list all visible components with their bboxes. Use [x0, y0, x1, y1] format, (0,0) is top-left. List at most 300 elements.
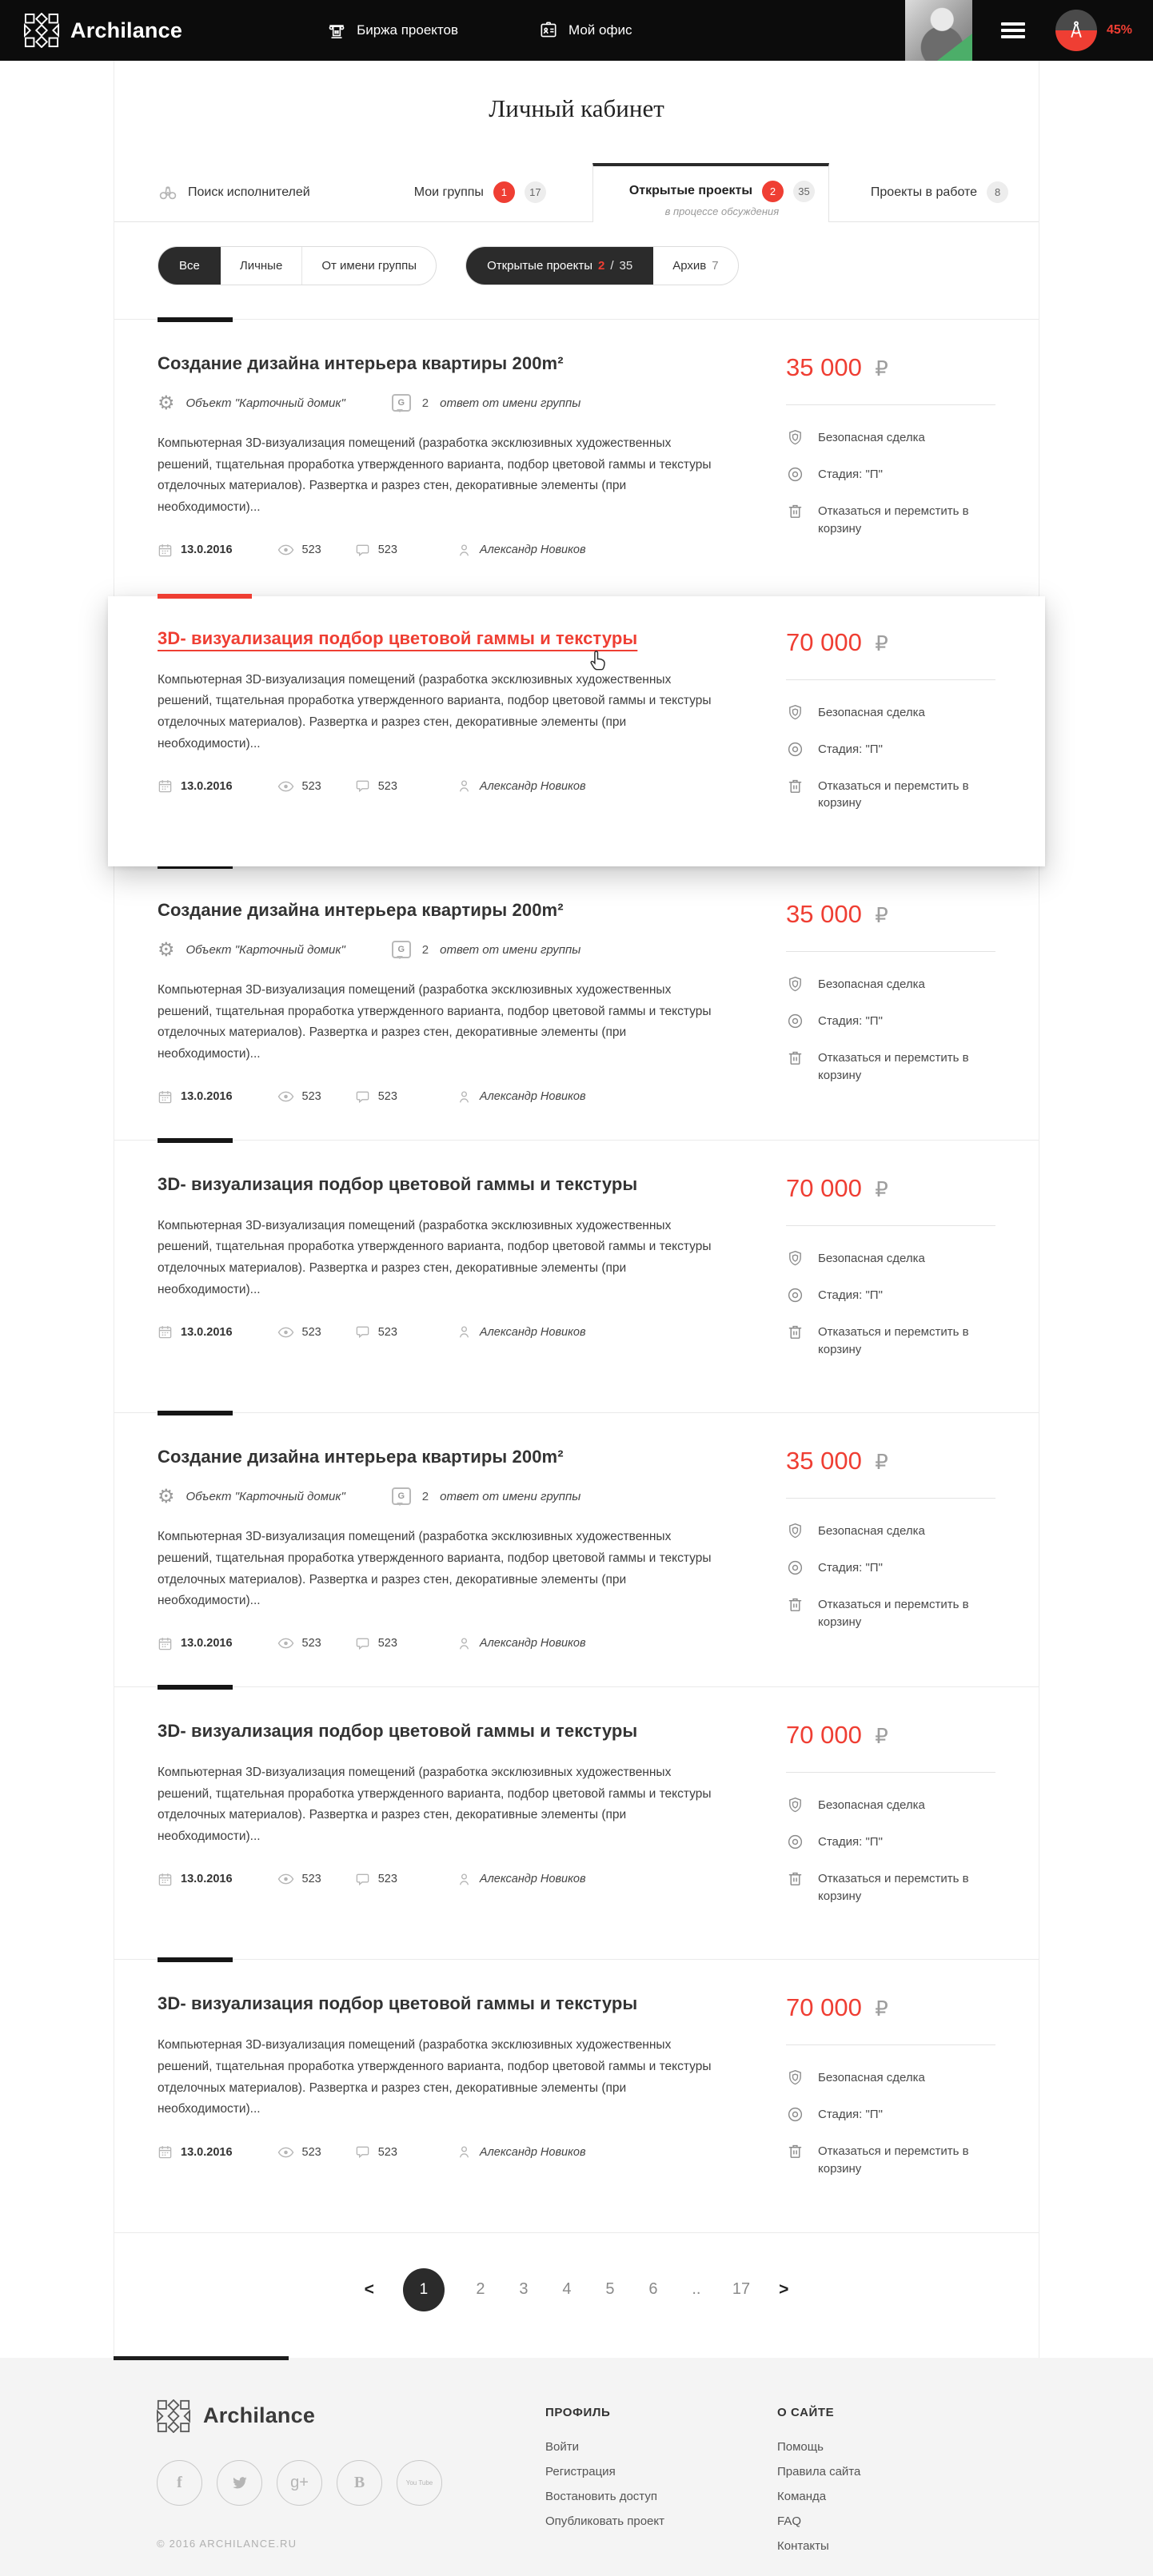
trash-icon	[786, 1049, 804, 1067]
stage-item	[786, 1013, 995, 1030]
discard-to-trash-button[interactable]	[786, 778, 995, 813]
currency-ruble-sign: ₽	[875, 357, 888, 381]
safe-deal-label: Безопасная сделка	[818, 431, 925, 444]
stage-label: Стадия: "П"	[818, 1561, 883, 1575]
trash-icon	[786, 2142, 804, 2160]
card-right-column	[786, 1447, 995, 1651]
calendar-icon	[158, 1872, 173, 1887]
price-divider	[786, 1225, 995, 1226]
shield-icon	[786, 1796, 804, 1814]
stat-author	[457, 543, 586, 558]
card-left-column	[158, 1721, 749, 1925]
project-date: 13.0.2016	[181, 1325, 233, 1339]
stage-item	[786, 741, 995, 758]
stat-author	[457, 1324, 586, 1340]
author-name-link[interactable]: Александр Новиков	[479, 779, 586, 793]
card-stats-row	[158, 1324, 749, 1340]
card-meta-row	[158, 1487, 749, 1506]
safe-deal-item	[786, 1797, 995, 1814]
stage-item	[786, 466, 995, 484]
stage-target-icon	[786, 740, 804, 758]
project-object-label: Объект "Карточный домик"	[186, 396, 345, 410]
currency-ruble-sign: ₽	[875, 1451, 888, 1475]
stat-date	[158, 1089, 233, 1105]
card-right-column	[786, 1993, 995, 2197]
stage-target-icon	[786, 1286, 804, 1304]
shield-icon	[786, 1522, 804, 1540]
stat-comments	[355, 1872, 397, 1887]
card-left-column	[158, 628, 749, 832]
ownership-filter-group	[158, 246, 437, 285]
project-price: 35 000	[786, 1447, 862, 1475]
price-row	[786, 1993, 995, 2022]
pagination-page-6[interactable]: 6	[648, 2280, 658, 2299]
gear-icon: ⚙	[158, 938, 175, 962]
id-badge-icon	[538, 20, 559, 41]
comments-count: 523	[377, 1873, 397, 1885]
discard-to-trash-button[interactable]	[786, 1870, 995, 1905]
card-left-column	[158, 1174, 749, 1378]
groups-total-badge: 17	[525, 181, 546, 203]
card-right-column	[786, 628, 995, 832]
filter-open-projects-label: Открытые проекты	[487, 259, 592, 273]
author-name-link[interactable]: Александр Новиков	[479, 2145, 586, 2159]
behance-icon[interactable]: B	[337, 2460, 382, 2506]
project-card	[114, 1140, 1039, 1413]
card-accent-dash	[158, 317, 233, 322]
card-left-column	[158, 1993, 749, 2197]
tab-open-projects-label: Открытые проекты	[628, 184, 752, 197]
profile-progress: 45%	[1106, 23, 1132, 37]
comment-icon	[355, 1872, 370, 1887]
project-description: Компьютерная 3D-визуализация помещений (разработка эксклюзивных художественных решений, тщательная проработка утвержденного варианта, подбор цветовой гаммы и текстуры отделочных материалов). Развертка и разрез стен, декоративные элементы (при необходимости)...	[158, 983, 712, 1061]
project-title-link[interactable]: Создание дизайна интерьера квартиры 200m²	[158, 353, 564, 373]
discard-to-trash-button[interactable]	[786, 2143, 995, 2178]
google-plus-icon[interactable]: g+	[277, 2460, 322, 2506]
tab-search-performers[interactable]	[158, 163, 310, 221]
safe-deal-label: Безопасная сделка	[818, 1524, 925, 1539]
eye-icon	[277, 2147, 294, 2158]
stat-date	[158, 1324, 233, 1340]
group-replies-count: 2	[421, 396, 429, 410]
project-card	[114, 1959, 1039, 2232]
project-title-link[interactable]: Создание дизайна интерьера квартиры 200m²	[158, 900, 564, 921]
archilance-logo-icon	[24, 13, 59, 48]
stage-target-icon	[786, 2105, 804, 2124]
calendar-icon	[158, 778, 173, 794]
youtube-icon[interactable]: You Tube	[397, 2460, 442, 2506]
price-divider	[786, 404, 995, 405]
stage-item	[786, 1833, 995, 1851]
copyright: © 2016 ARCHILANCE.RU	[157, 2537, 297, 2550]
nav-my-office[interactable]	[538, 20, 632, 41]
group-bubble-letter: G	[397, 398, 405, 408]
safe-deal-label: Безопасная сделка	[818, 977, 925, 992]
site-footer	[0, 2358, 1153, 2576]
site-header	[0, 0, 1153, 61]
safe-deal-item	[786, 1523, 995, 1540]
footer-accent-bar	[114, 2356, 289, 2360]
filter-all[interactable]: Все	[158, 247, 221, 285]
pagination-page-4[interactable]: 4	[562, 2280, 572, 2299]
stat-comments	[355, 543, 397, 558]
shield-icon	[786, 975, 804, 993]
card-right-column	[786, 900, 995, 1105]
main-container	[114, 61, 1039, 2358]
groups-new-badge: 1	[493, 181, 515, 203]
comments-count: 523	[377, 1325, 397, 1339]
card-stats-row	[158, 778, 749, 794]
author-name-link[interactable]: Александр Новиков	[479, 1090, 586, 1104]
safe-deal-label: Безопасная сделка	[818, 1798, 925, 1812]
stat-comments	[355, 1089, 397, 1105]
pagination-page-5[interactable]: 5	[605, 2280, 615, 2299]
views-count: 523	[301, 779, 321, 793]
pagination-page-1[interactable]: 1	[403, 2268, 445, 2311]
binoculars-icon	[158, 182, 178, 203]
pagination-page-3[interactable]: 3	[519, 2280, 529, 2299]
views-count: 523	[301, 543, 321, 557]
comment-icon	[355, 1089, 370, 1105]
calendar-icon	[158, 1324, 173, 1340]
twitter-icon[interactable]	[217, 2460, 262, 2506]
project-description: Компьютерная 3D-визуализация помещений (разработка эксклюзивных художественных решений, тщательная проработка утвержденного варианта, подбор цветовой гаммы и текстуры отделочных материалов). Развертка и разрез стен, декоративные элементы (при необходимости)...	[158, 1530, 712, 1608]
stat-author	[457, 1872, 586, 1887]
eye-icon	[277, 1873, 294, 1885]
top-nav	[326, 20, 632, 41]
card-left-column	[158, 900, 749, 1105]
project-price: 35 000	[786, 353, 862, 381]
price-row	[786, 1174, 995, 1203]
open-new-badge: 2	[762, 181, 784, 202]
comment-icon	[355, 778, 370, 794]
project-price: 70 000	[786, 1993, 862, 2022]
project-price: 70 000	[786, 1720, 862, 1749]
group-bubble-letter: G	[397, 945, 405, 955]
in-work-total-badge: 8	[987, 181, 1008, 203]
comments-count: 523	[377, 1090, 397, 1104]
safe-deal-item	[786, 704, 995, 722]
comments-count: 523	[377, 2145, 397, 2159]
card-stats-row	[158, 1636, 749, 1651]
filter-archive-label: Архив	[672, 259, 707, 273]
status-filter-group	[465, 246, 739, 285]
user-photo[interactable]	[905, 0, 972, 61]
safe-deal-item	[786, 429, 995, 447]
author-name-link[interactable]: Александр Новиков	[479, 1325, 586, 1339]
card-left-column	[158, 1447, 749, 1651]
page-title: Личный кабинет	[489, 94, 664, 122]
nav-my-office-label: Мой офис	[569, 22, 632, 38]
discard-label: Отказаться и перемстить в корзину	[818, 504, 969, 536]
group-bubble-letter: G	[397, 1491, 405, 1502]
footer-link-rules[interactable]: Правила сайта	[777, 2464, 861, 2478]
project-card	[114, 866, 1039, 1140]
brand[interactable]	[24, 13, 182, 48]
eye-icon	[277, 1638, 294, 1649]
trash-icon	[786, 777, 804, 795]
card-accent-dash	[158, 1138, 233, 1143]
discard-label: Отказаться и перемстить в корзину	[818, 778, 969, 810]
stat-comments	[355, 1324, 397, 1340]
filter-open-new-count: 2	[597, 259, 605, 273]
stat-author	[457, 1636, 586, 1651]
project-price: 70 000	[786, 1173, 862, 1202]
tab-open-projects[interactable]	[592, 163, 829, 222]
group-bubble-icon	[392, 394, 411, 412]
filter-archive-count: 7	[712, 259, 719, 273]
filter-archive[interactable]	[653, 247, 737, 285]
discard-to-trash-button[interactable]	[786, 1049, 995, 1085]
stage-label: Стадия: "П"	[818, 742, 883, 756]
group-bubble-icon	[392, 941, 411, 958]
stat-date	[158, 1872, 233, 1887]
tab-search-performers-label: Поиск исполнителей	[188, 185, 310, 199]
open-total-badge: 35	[793, 181, 815, 202]
stat-views	[277, 1873, 321, 1885]
profile-avatar-button[interactable]	[1055, 10, 1097, 51]
project-title-link[interactable]: 3D- визуализация подбор цветовой гаммы и текстуры	[158, 1993, 638, 2014]
eye-icon	[277, 1327, 294, 1338]
eye-icon	[277, 781, 294, 792]
discard-to-trash-button[interactable]	[786, 503, 995, 538]
discard-label: Отказаться и перемстить в корзину	[818, 1324, 969, 1356]
trash-icon	[786, 502, 804, 520]
discard-to-trash-button[interactable]	[786, 1596, 995, 1631]
card-right-column	[786, 1721, 995, 1925]
project-description: Компьютерная 3D-визуализация помещений (разработка эксклюзивных художественных решений, тщательная проработка утвержденного варианта, подбор цветовой гаммы и текстуры отделочных материалов). Развертка и разрез стен, декоративные элементы (при необходимости)...	[158, 1765, 712, 1843]
card-stats-row	[158, 2144, 749, 2160]
project-date: 13.0.2016	[181, 779, 233, 793]
person-icon	[457, 543, 472, 558]
price-divider	[786, 2044, 995, 2045]
project-title-link[interactable]: 3D- визуализация подбор цветовой гаммы и текстуры	[158, 1720, 638, 1741]
nav-project-market[interactable]	[326, 20, 458, 41]
price-divider	[786, 1498, 995, 1499]
tab-my-groups[interactable]	[414, 163, 546, 221]
pagination-prev-arrow[interactable]: <	[364, 2279, 374, 2299]
stage-label: Стадия: "П"	[818, 468, 883, 481]
footer-about-column	[777, 2399, 1009, 2564]
footer-profile-title: ПРОФИЛЬ	[545, 2405, 611, 2419]
project-title-link[interactable]: Создание дизайна интерьера квартиры 200m²	[158, 1447, 564, 1467]
group-bubble-icon	[392, 1487, 411, 1505]
currency-ruble-sign: ₽	[875, 1724, 888, 1749]
stat-author	[457, 778, 586, 794]
pagination-next-arrow[interactable]: >	[779, 2279, 789, 2299]
views-count: 523	[301, 1873, 321, 1885]
project-description: Компьютерная 3D-визуализация помещений (разработка эксклюзивных художественных решений, тщательная проработка утвержденного варианта, подбор цветовой гаммы и текстуры отделочных материалов). Развертка и разрез стен, декоративные элементы (при необходимости)...	[158, 672, 712, 751]
discard-to-trash-button[interactable]	[786, 1324, 995, 1359]
calendar-icon	[158, 2144, 173, 2160]
views-count: 523	[301, 1637, 321, 1650]
comments-count: 523	[377, 1637, 397, 1650]
pagination	[114, 2232, 1039, 2358]
price-divider	[786, 951, 995, 952]
card-left-column	[158, 353, 749, 558]
group-replies-label: ответ от имени группы	[440, 942, 581, 957]
calendar-icon	[158, 543, 173, 558]
comment-icon	[355, 1636, 370, 1651]
stat-date	[158, 1636, 233, 1651]
comment-icon	[355, 543, 370, 558]
nav-project-market-label: Биржа проектов	[357, 22, 458, 38]
filter-from-group[interactable]: От имени группы	[321, 259, 417, 273]
price-row	[786, 353, 995, 382]
card-stats-row	[158, 1089, 749, 1105]
stat-views	[277, 543, 321, 556]
tab-bar	[114, 163, 1039, 222]
stage-item	[786, 1559, 995, 1577]
safe-deal-label: Безопасная сделка	[818, 705, 925, 719]
group-replies-label: ответ от имени группы	[440, 396, 581, 410]
project-title-link[interactable]: 3D- визуализация подбор цветовой гаммы и текстуры	[158, 627, 638, 648]
footer-link-help[interactable]: Помощь	[777, 2439, 824, 2454]
project-price: 70 000	[786, 627, 862, 656]
brand-name: Archilance	[70, 18, 183, 42]
filter-open-projects[interactable]	[466, 247, 653, 285]
group-replies-count: 2	[421, 1489, 429, 1503]
currency-ruble-sign: ₽	[875, 1997, 888, 2022]
gear-icon: ⚙	[158, 392, 175, 414]
group-replies-count: 2	[421, 942, 429, 957]
footer-link-team[interactable]: Команда	[777, 2489, 827, 2503]
person-icon	[457, 1872, 472, 1887]
pagination-ellipsis: ..	[692, 2280, 701, 2299]
views-count: 523	[301, 2145, 321, 2159]
stage-target-icon	[786, 1833, 804, 1851]
project-description: Компьютерная 3D-визуализация помещений (разработка эксклюзивных художественных решений, тщательная проработка утвержденного варианта, подбор цветовой гаммы и текстуры отделочных материалов). Развертка и разрез стен, декоративные элементы (при необходимости)...	[158, 436, 712, 514]
currency-ruble-sign: ₽	[875, 1177, 888, 1202]
green-corner-decoration	[937, 34, 972, 61]
discard-label: Отказаться и перемстить в корзину	[818, 2144, 969, 2176]
price-row	[786, 628, 995, 657]
shield-icon	[786, 2068, 804, 2087]
views-count: 523	[301, 1090, 321, 1104]
price-row	[786, 1447, 995, 1475]
footer-link-faq[interactable]: FAQ	[777, 2514, 802, 2528]
eye-icon	[277, 1091, 294, 1102]
stat-comments	[355, 1636, 397, 1651]
gear-icon: ⚙	[158, 1485, 175, 1508]
stat-date	[158, 543, 233, 558]
stat-views	[277, 1090, 321, 1103]
price-row	[786, 900, 995, 929]
project-date: 13.0.2016	[181, 543, 233, 557]
compass-icon	[1065, 19, 1087, 42]
person-icon	[457, 1324, 472, 1340]
project-object-label: Объект "Карточный домик"	[186, 942, 345, 957]
stat-author	[457, 2144, 586, 2160]
column-icon	[326, 20, 347, 41]
shield-icon	[786, 703, 804, 722]
project-description: Компьютерная 3D-визуализация помещений (разработка эксклюзивных художественных решений, тщательная проработка утвержденного варианта, подбор цветовой гаммы и текстуры отделочных материалов). Развертка и разрез стен, декоративные элементы (при необходимости)...	[158, 1218, 712, 1296]
stat-date	[158, 2144, 233, 2160]
discard-label: Отказаться и перемстить в корзину	[818, 1871, 969, 1903]
hamburger-menu-icon[interactable]	[1001, 22, 1025, 38]
project-object-label: Объект "Карточный домик"	[186, 1489, 345, 1503]
project-card	[114, 319, 1039, 593]
card-stats-row	[158, 1872, 749, 1887]
safe-deal-label: Безопасная сделка	[818, 1251, 925, 1265]
author-name-link[interactable]: Александр Новиков	[479, 1873, 586, 1885]
author-name-link[interactable]: Александр Новиков	[479, 1637, 586, 1650]
filter-open-total-count: 35	[619, 259, 633, 273]
safe-deal-item	[786, 1250, 995, 1268]
safe-deal-item	[786, 976, 995, 993]
project-price: 35 000	[786, 900, 862, 929]
stat-views	[277, 1637, 321, 1650]
pagination-page-17[interactable]: 17	[732, 2280, 751, 2299]
discard-label: Отказаться и перемстить в корзину	[818, 1598, 969, 1629]
currency-ruble-sign: ₽	[875, 904, 888, 929]
pagination-page-2[interactable]: 2	[476, 2280, 485, 2299]
price-divider	[786, 1772, 995, 1773]
card-accent-dash	[158, 594, 252, 599]
tab-projects-in-work[interactable]	[871, 163, 1008, 221]
stage-item	[786, 2106, 995, 2124]
tab-my-groups-label: Мои группы	[413, 185, 484, 199]
trash-icon	[786, 1869, 804, 1888]
footer-brand[interactable]	[157, 2399, 545, 2433]
tab-open-projects-subtitle: в процессе обсуждения	[664, 205, 780, 217]
stat-views	[277, 2146, 321, 2159]
author-name-link[interactable]: Александр Новиков	[479, 543, 586, 557]
comments-count: 523	[377, 779, 397, 793]
safe-deal-item	[786, 2069, 995, 2087]
filter-personal[interactable]: Личные	[221, 247, 302, 285]
stat-author	[457, 1089, 586, 1105]
project-description: Компьютерная 3D-визуализация помещений (разработка эксклюзивных художественных решений, тщательная проработка утвержденного варианта, подбор цветовой гаммы и текстуры отделочных материалов). Развертка и разрез стен, декоративные элементы (при необходимости)...	[158, 2038, 712, 2116]
card-right-column	[786, 1174, 995, 1378]
person-icon	[457, 778, 472, 794]
project-date: 13.0.2016	[181, 2145, 233, 2159]
comments-count: 523	[377, 543, 397, 557]
footer-brand-name: Archilance	[203, 2403, 316, 2428]
eye-icon	[277, 544, 294, 555]
project-date: 13.0.2016	[181, 1090, 233, 1104]
card-meta-row	[158, 393, 749, 412]
footer-link-register[interactable]: Регистрация	[545, 2464, 616, 2478]
project-title-link[interactable]: 3D- визуализация подбор цветовой гаммы и текстуры	[158, 1173, 638, 1194]
card-meta-row	[158, 938, 749, 962]
stat-comments	[355, 2144, 397, 2160]
card-accent-dash	[158, 1685, 233, 1690]
footer-link-contacts[interactable]: Контакты	[777, 2538, 829, 2553]
social-row	[157, 2460, 545, 2506]
currency-ruble-sign: ₽	[875, 631, 888, 656]
stat-comments	[355, 778, 397, 794]
footer-about-title: О САЙТЕ	[777, 2405, 835, 2419]
project-card	[114, 1412, 1039, 1686]
stat-views	[277, 1326, 321, 1339]
safe-deal-label: Безопасная сделка	[818, 2071, 925, 2085]
stage-target-icon	[786, 1559, 804, 1577]
shield-icon	[786, 1249, 804, 1268]
footer-left	[157, 2399, 545, 2564]
header-right	[905, 0, 1153, 61]
project-date: 13.0.2016	[181, 1873, 233, 1885]
facebook-icon[interactable]: f	[157, 2460, 202, 2506]
footer-link-login[interactable]: Войти	[545, 2439, 579, 2454]
footer-link-restore-access[interactable]: Востановить доступ	[545, 2489, 657, 2503]
stage-label: Стадия: "П"	[818, 1288, 883, 1302]
card-accent-dash	[158, 1957, 233, 1962]
tab-projects-in-work-label: Проекты в работе	[870, 185, 978, 199]
footer-link-publish-project[interactable]: Опубликовать проект	[545, 2514, 664, 2528]
comment-icon	[355, 2144, 370, 2160]
stat-date	[158, 778, 233, 794]
